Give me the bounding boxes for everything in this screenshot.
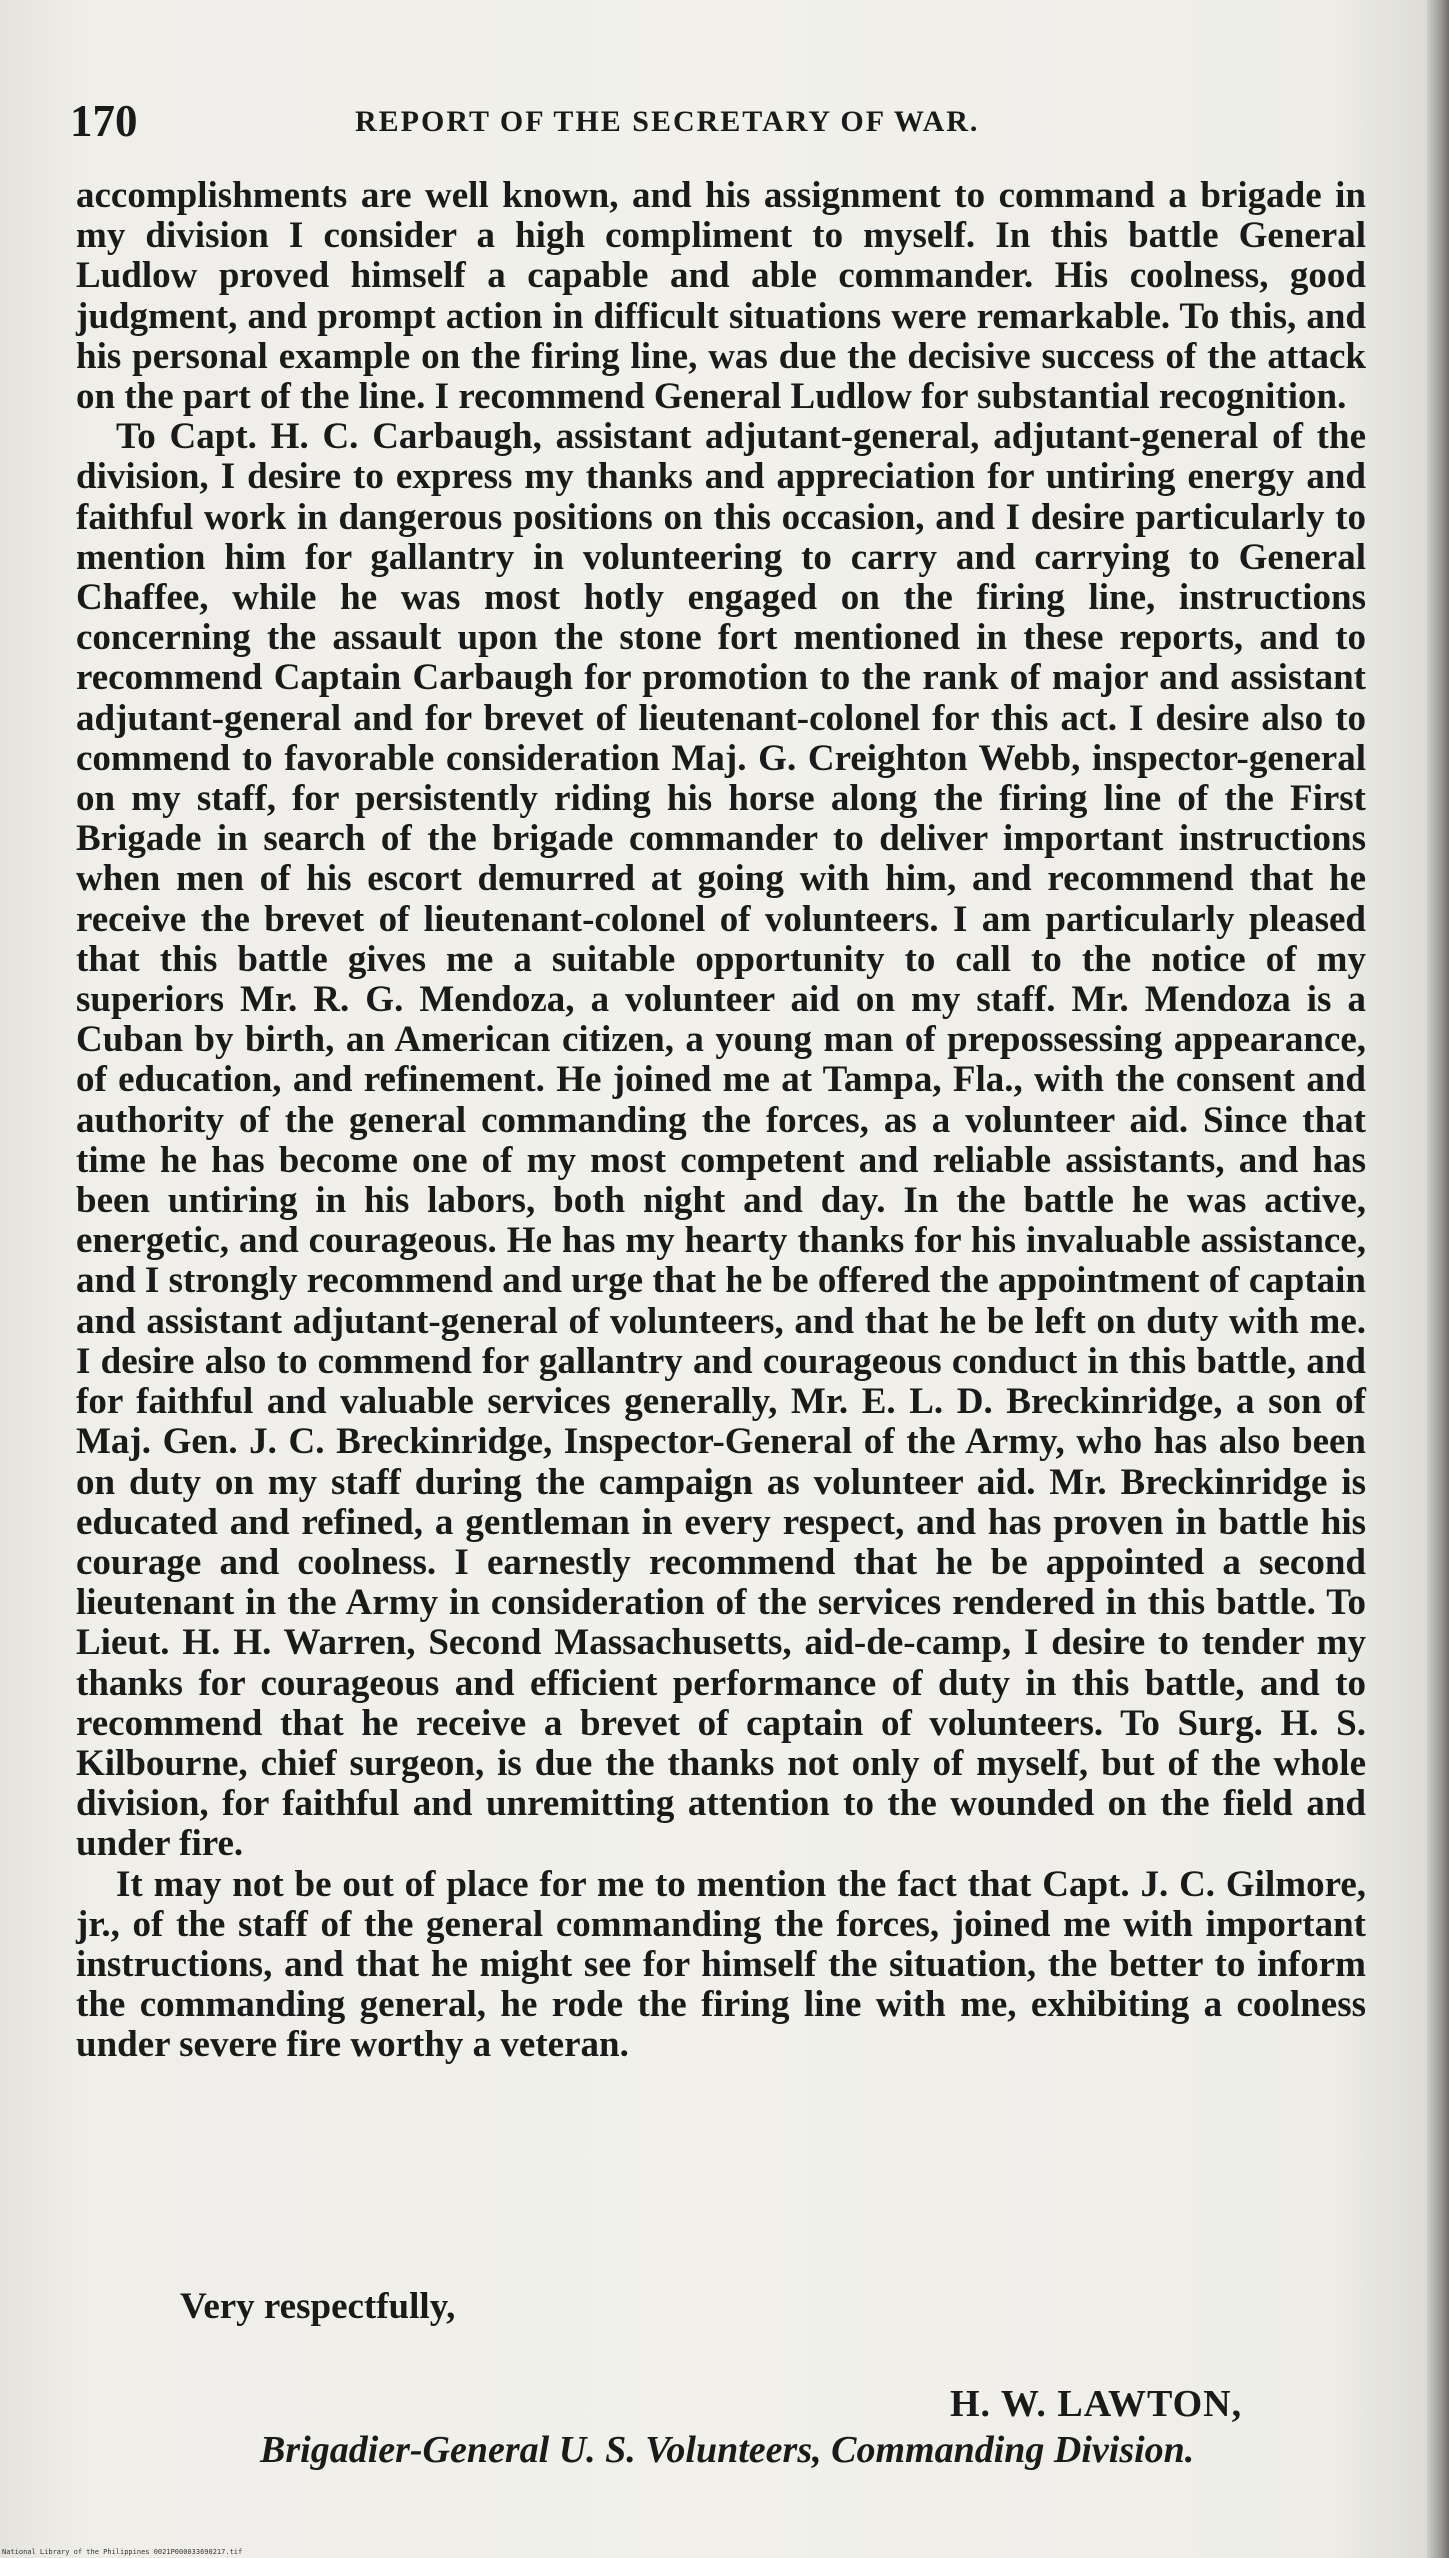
scan-footer: National Library of the Philippines 0021P000033690217.tif	[2, 2548, 243, 2556]
running-title: REPORT OF THE SECRETARY OF WAR.	[355, 105, 980, 138]
page-edge-shadow	[1427, 0, 1449, 2558]
report-body	[76, 176, 1366, 2066]
signer-title: Brigadier-General U. S. Volunteers, Commanding Division.	[260, 2429, 1195, 2471]
paragraph-ludlow: accomplishments are well known, and his assignment to command a brigade in my division I consider a high compliment to myself. In this battle General Ludlow proved himself a capable and able commander. His coolness, good judgment, and prompt action in difficult situations were remarkable. To this, and his personal example on the firing line, was due the decisive success of the attack on the part of the line. I recommend General Ludlow for substantial recognition.	[76, 175, 1366, 418]
page-number: 170	[70, 96, 138, 146]
page-header	[70, 95, 1370, 149]
paragraph-staff-commendations: To Capt. H. C. Carbaugh, assistant adjutant-general, adjutant-general of the division, I desire to express my thanks and appreciation for untiring energy and faithful work in dangerous positions on this occasion, and I desire particularly to mention him for gallantry in volunteering to carry and carrying to General Chaffee, while he was most hotly engaged on the firing line, instructions concerning the assault upon the stone fort mentioned in these reports, and to recommend Captain Carbaugh for promotion to the rank of major and assistant adjutant-general and for brevet of lieutenant-colonel for this act. I desire also to commend to favorable consideration Maj. G. Creighton Webb, inspector-general on my staff, for persistently riding his horse along the firing line of the First Brigade in search of the brigade commander to deliver important instructions when men of his escort demurred at going with him, and recommend that he receive the brevet of lieutenant-colonel of volunteers. I am particularly pleased that this battle gives me a suitable opportunity to call to the notice of my superiors Mr. R. G. Mendoza, a volunteer aid on my staff. Mr. Mendoza is a Cuban by birth, an American citizen, a young man of prepossessing appearance, of education, and refinement. He joined me at Tampa, Fla., with the consent and authority of the general commanding the forces, as a volunteer aid. Since that time he has become one of my most competent and reliable assistants, and has been untiring in his labors, both night and day. In the battle he was active, energetic, and courageous. He has my hearty thanks for his invaluable assistance, and I strongly recommend and urge that he be offered the appointment of captain and assistant adjutant-general of volunteers, and that he be left on duty with me. I desire also to commend for gallantry and courageous conduct in this battle, and for faithful and valuable services generally, Mr. E. L. D. Breckinridge, a son of Maj. Gen. J. C. Breckinridge, Inspector-General of the Army, who has also been on duty on my staff during the campaign as volunteer aid. Mr. Breckinridge is educated and refined, a gentleman in every respect, and has proven in battle his courage and coolness. I earnestly recommend that he be appointed a second lieutenant in the Army in consideration of the services rendered in this battle. To Lieut. H. H. Warren, Second Massachusetts, aid-de-camp, I desire to tender my thanks for courageous and efficient performance of duty in this battle, and to recommend that he receive a brevet of captain of volunteers. To Surg. H. S. Kilbourne, chief surgeon, is due the thanks not only of myself, but of the whole division, for faithful and unremitting attention to the wounded on the field and under fire.	[76, 416, 1366, 1865]
paragraph-gilmore: It may not be out of place for me to mention the fact that Capt. J. C. Gilmore, jr., of the staff of the general commanding the forces, joined me with important instructions, and that he might see for himself the situation, the better to inform the commanding general, he rode the firing line with me, exhibiting a coolness under severe fire worthy a veteran.	[76, 1863, 1366, 2066]
signer-name: H. W. LAWTON,	[950, 2383, 1243, 2425]
closing-salutation: Very respectfully,	[180, 2286, 456, 2327]
